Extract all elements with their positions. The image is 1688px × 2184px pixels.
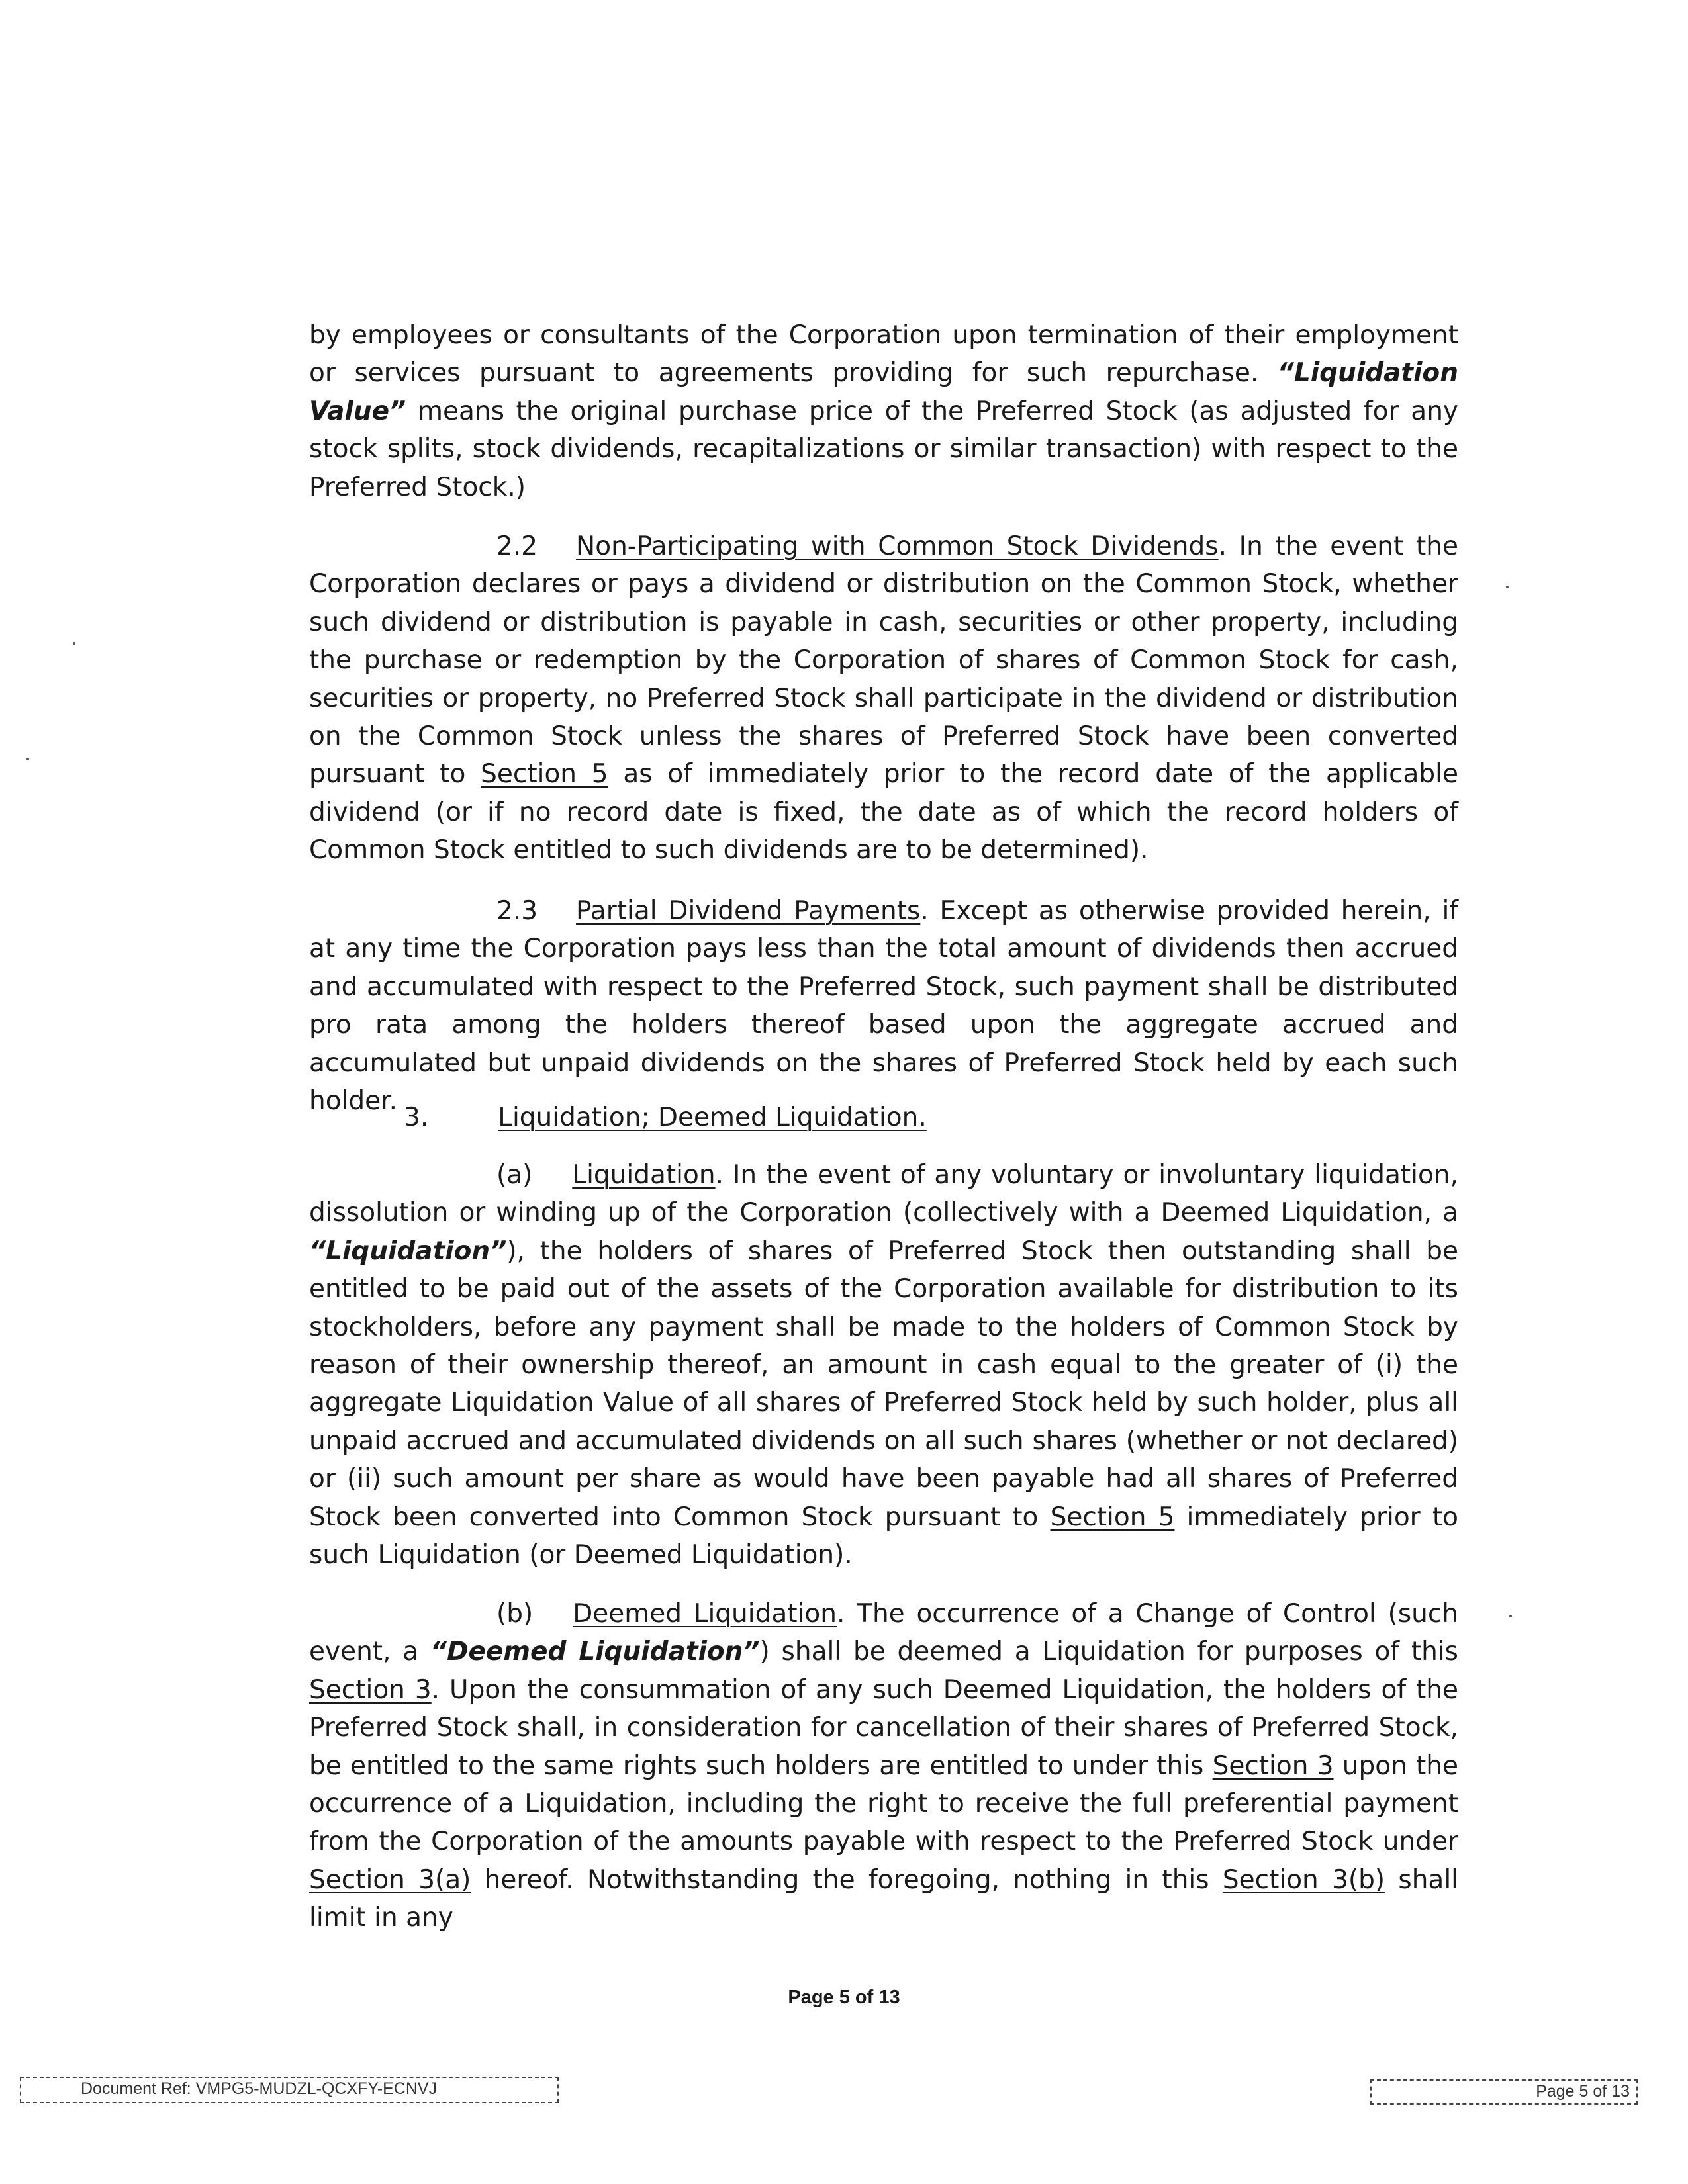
section-2-2 [309, 527, 1458, 870]
section-3a-heading: Liquidation [572, 1160, 716, 1190]
section-3b-link[interactable]: Section 3(b) [1222, 1864, 1385, 1895]
p1-text-2: means the original purchase price of the Preferred Stock (as adjusted for any stock splits, stock dividends, recapitalizations or similar transaction) with respect to the Preferred Stock.) [309, 396, 1458, 502]
section-3b-number: (b) [496, 1599, 534, 1629]
section-3a-text-3: immediately prior to such Liquidation (or Deemed Liquidation). [309, 1502, 1459, 1570]
scan-speck [73, 642, 75, 645]
section-3b-heading: Deemed Liquidation [573, 1599, 837, 1629]
defined-term-liquidation-value: “Liquidation Value” [309, 358, 1458, 426]
section-3a-number: (a) [496, 1160, 533, 1190]
section-5-link[interactable]: Section 5 [481, 759, 608, 790]
scan-speck [1506, 586, 1509, 588]
section-3a-text-2: ), the holders of shares of Preferred Stock then outstanding shall be entitled to be paid out of the assets of the Corporation available for distribution to its stockholders, before any payment shall be made to the holders of Common Stock by reason of their ownership thereof, an amount in cash equal to the greater of (i) the aggregate Liquidation Value of all shares of Preferred Stock held by such holder, plus all unpaid accrued and accumulated dividends on all such shares (whether or not declared) or (ii) such amount per share as would have been payable had all shares of Preferred Stock been converted into Common Stock pursuant to [309, 1236, 1458, 1532]
section-5-link-2[interactable]: Section 5 [1050, 1502, 1175, 1532]
section-3b-text-1: . The occurrence of a Change of Control (such event, a [309, 1599, 1459, 1667]
defined-term-deemed-liquidation: “Deemed Liquidation” [430, 1637, 760, 1667]
p1-text-1: by employees or consultants of the Corporation upon termination of their employment or services pursuant to agreements providing for such repurchase. [309, 320, 1458, 388]
section-2-2-number: 2.2 [496, 531, 538, 561]
section-3-number: 3. [404, 1103, 429, 1132]
defined-term-liquidation: “Liquidation” [309, 1236, 507, 1266]
section-2-3-text-1: . Except as otherwise provided herein, if at any time the Corporation pays less than the total amount of dividends then accrued and accumulated with respect to the Preferred Stock, such payment shall be distributed pro rata among the holders thereof based upon the aggregate accrued and accumulated but unpaid dividends on the shares of Preferred Stock held by each such holder. [309, 896, 1459, 1116]
page-number: Page 5 of 13 [788, 1987, 900, 2008]
section-3b [309, 1595, 1458, 1937]
section-2-2-text-1: . In the event the Corporation declares or pays a dividend or distribution on the Common Stock, whether such dividend or distribution is payable in cash, securities or other property, including the purchase or redemption by the Corporation of shares of Common Stock for cash, securities or property, no Preferred Stock shall participate in the dividend or distribution on the Common Stock unless the shares of Preferred Stock have been converted pursuant to [309, 531, 1458, 790]
section-2-2-heading: Non-Participating with Common Stock Dividends [576, 531, 1219, 561]
paragraph-continuation [309, 316, 1458, 506]
section-3b-text-3: . Upon the consummation of any such Deemed Liquidation, the holders of the Preferred Stock shall, in consideration for cancellation of their shares of Preferred Stock, be entitled to the same rights such holders are entitled to under this [309, 1674, 1458, 1781]
section-3b-text-6: shall limit in any [309, 1864, 1458, 1933]
section-3a-text-1: . In the event of any voluntary or involuntary liquidation, dissolution or winding up of the Corporation (collectively with a Deemed Liquidation, a [309, 1160, 1458, 1228]
page-stamp-text: Page 5 of 13 [1536, 2082, 1630, 2101]
section-2-3 [309, 892, 1458, 1120]
document-ref-stamp [20, 2077, 559, 2103]
section-3a [309, 1156, 1458, 1574]
section-3-heading-line [404, 1099, 927, 1136]
section-3b-text-2: ) shall be deemed a Liquidation for purposes of this [759, 1637, 1458, 1667]
section-3-heading: Liquidation; Deemed Liquidation. [498, 1103, 927, 1132]
scan-speck [26, 758, 29, 760]
section-2-3-number: 2.3 [496, 896, 538, 926]
section-3a-link[interactable]: Section 3(a) [309, 1864, 471, 1895]
section-3b-text-4: upon the occurrence of a Liquidation, including the right to receive the full preferential payment from the Corporation of the amounts payable with respect to the Preferred Stock under [309, 1751, 1458, 1857]
section-2-3-heading: Partial Dividend Payments [576, 896, 921, 926]
section-2-2-text-2: as of immediately prior to the record date of the applicable dividend (or if no record date is fixed, the date as of which the record holders of Common Stock entitled to such dividends are to be determined). [309, 759, 1458, 866]
section-3-link[interactable]: Section 3 [309, 1674, 432, 1705]
document-ref-text: Document Ref: VMPG5-MUDZL-QCXFY-ECNVJ [81, 2079, 438, 2098]
page-stamp [1370, 2079, 1638, 2105]
section-3-link-2[interactable]: Section 3 [1212, 1751, 1334, 1781]
scan-speck [1509, 1615, 1512, 1617]
section-3b-text-5: hereof. Notwithstanding the foregoing, nothing in this [471, 1864, 1223, 1895]
